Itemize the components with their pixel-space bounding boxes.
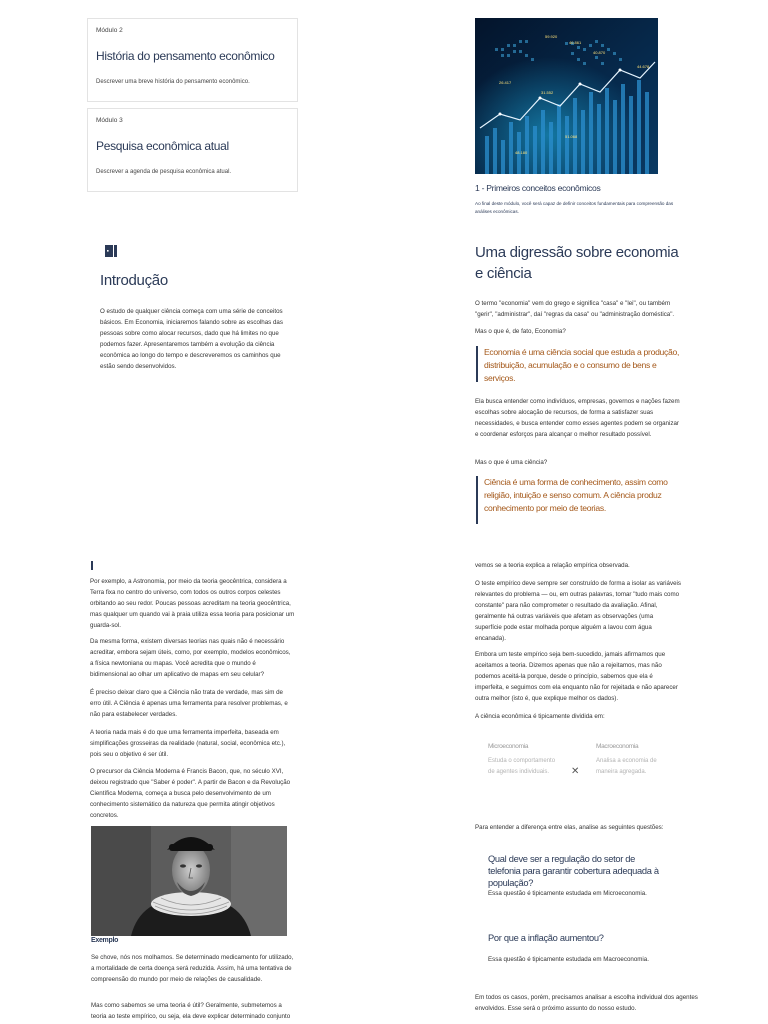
paragraph: É preciso deixar claro que a Ciência não trata de verdade, mas sim de erro útil. A Ciência é apenas uma ferramenta para resolver problemas, e não para estabelecer verdades. [90,689,288,718]
chart-label: 31.552 [541,90,554,95]
paragraph: Mas como sabemos se uma teoria é útil? Geralmente, submetemos a teoria ao teste empírico, ou seja, ela deve explicar determinado conjunto [91,1002,291,1020]
paragraph: Por exemplo, a Astronomia, por meio da teoria geocêntrica, considera a Terra fixa no centro do universo, com todos os outros corpos celestes orbitando ao seu redor. Poucas pessoas acreditam na teoria geocêntrica, mas qualquer um quando vai à praia utiliza essa teoria para posicionar um guarda-sol. [90,578,295,629]
close-icon[interactable]: ✕ [571,766,580,777]
question-title: Por que a inflação aumentou? [488,933,604,943]
chart-label: 59.920 [545,34,558,39]
chart-label: 26.417 [499,80,512,85]
paragraph: O termo "economia" vem do grego e significa "casa" e "lei", ou também "gerir", "administrar", daí "regras da casa" ou "administração doméstica". [475,300,675,318]
finance-chart-illustration [475,18,658,174]
module-description: Descrever uma breve história do pensamento econômico. [96,79,250,85]
module-number: Módulo 2 [96,27,123,34]
text-cursor [91,561,93,570]
paragraph: O teste empírico deve sempre ser construído de forma a isolar as variáveis relevantes do problema — ou, em outras palavras, tomar "tudo mais como constante" para não comprometer o resultado da avaliação. Afinal, geralmente há outras variáveis que afetam as observações (uma superfície pode estar molhada porque alguém a lavou com água encanada). [475,580,681,642]
micro-card[interactable] [488,743,560,797]
example-label: Exemplo [91,937,119,944]
macro-card[interactable] [596,743,676,797]
paragraph: Ela busca entender como indivíduos, empresas, governos e nações fazem escolhas sobre alocação de recursos, de forma a satisfazer suas necessidades, e busca entender como esses agentes podem se organizar e coordenar esforços para alcançar o melhor resultado possível. [475,398,680,438]
ciencia-quote: Ciência é uma forma de conhecimento, assim como religião, intuição e senso comum. A ciência produz conhecimento por meio de teorias. [476,476,681,524]
economia-quote: Economia é uma ciência social que estuda a produção, distribuição, acumulação e o consumo de bens e serviços. [476,346,681,382]
paragraph: Em todos os casos, porém, precisamos analisar a escolha individual dos agentes envolvidos. Esse será o próximo assunto do nosso estudo. [475,994,698,1012]
paragraph: A teoria nada mais é do que uma ferramenta imperfeita, baseada em simplificações grosseiras da realidade (natural, social, econômica etc.), pois seu o objetivo é ser útil. [90,729,286,758]
paragraph: Embora um teste empírico seja bem-sucedido, jamais afirmamos que aceitamos a teoria. Dizemos apenas que não a rejeitamos, mas não podemos aceitá-la porque, desde o princípio, sabemos que ela é imperfeita, e seguimos com ela enquanto não for rejeitada e não aparecer outra melhor (isto é, que explique melhor os dados). [475,651,678,702]
paragraph: A ciência econômica é tipicamente dividida em: [475,713,605,720]
macro-label: Macroeconomia [596,743,639,750]
hero-subcaption: Ao final deste módulo, você será capaz de definir conceitos fundamentais para compreensão das análises econômicas. [475,201,674,214]
chart-label: 46.861 [569,40,582,45]
paragraph: vemos se a teoria explica a relação empírica observada. [475,562,630,569]
chart-label: 44.678 [637,64,650,69]
paragraph: O precursor da Ciência Moderna é Francis Bacon, que, no século XVI, deixou registrado que "Saber é poder". A partir de Bacon e da Revolução Científica Moderna, começa a busca pelo desenvolvimento de um conhecimento sistemático da natureza que permita atingir objetivos concretos. [90,768,291,819]
intro-text: O estudo de qualquer ciência começa com uma série de conceitos básicos. Em Economia, iniciaremos falando sobre as escolhas das pessoas sobre como alocar recursos, dado que há limites no que podemos fazer. Apresentaremos também a evolução da ciência econômica ao longo do tempo e descreveremos os caminhos que estão sendo desenvolvidos. [100,308,283,370]
chart-label: 48.180 [515,150,528,155]
paragraph: Mas o que é, de fato, Economia? [475,328,566,335]
chart-label: 51.068 [565,134,578,139]
section-title: Uma digressão sobre economia e ciência [475,244,679,282]
question-title: Qual deve ser a regulação do setor de telefonia para garantir cobertura adequada à população? [488,854,659,888]
example-text: Se chove, nós nos molhamos. Se determinado medicamento for utilizado, a mortalidade de certa doença será reduzida. Assim, há uma tentativa de compreensão do mundo por meio de relações de causalidade. [91,954,294,983]
bacon-portrait [91,826,287,936]
paragraph: Mas o que é uma ciência? [475,459,548,466]
question-answer: Essa questão é tipicamente estudada em Microeconomia. [488,890,647,897]
intro-title: Introdução [100,272,168,289]
module-description: Descrever a agenda de pesquisa econômica atual. [96,169,232,175]
module-card-3[interactable] [87,108,298,192]
macro-text: Analisa a economia de maneira agregada. [596,758,657,775]
module-title: Pesquisa econômica atual [96,139,229,153]
module-title: História do pensamento econômico [96,49,275,63]
micro-label: Microeconomia [488,743,529,750]
hero-image [475,18,658,174]
door-icon [104,244,118,258]
chart-label: 40.870 [593,50,606,55]
paragraph: Da mesma forma, existem diversas teorias nas quais não é necessário acreditar, embora sejam úteis, como, por exemplo, modelos econômicos, a física newtoniana ou mapas. Você acredita que o mundo é bidimensional ao olhar um aplicativo de mapas em seu celular? [90,638,291,678]
question-answer: Essa questão é tipicamente estudada em Macroeconomia. [488,956,649,963]
module-number: Módulo 3 [96,117,123,124]
hero-caption: 1 - Primeiros conceitos econômicos [475,183,601,193]
paragraph: Para entender a diferença entre elas, analise as seguintes questões: [475,824,664,831]
module-card-2[interactable] [87,18,298,102]
micro-text: Estuda o comportamento de agentes individuais. [488,758,556,775]
